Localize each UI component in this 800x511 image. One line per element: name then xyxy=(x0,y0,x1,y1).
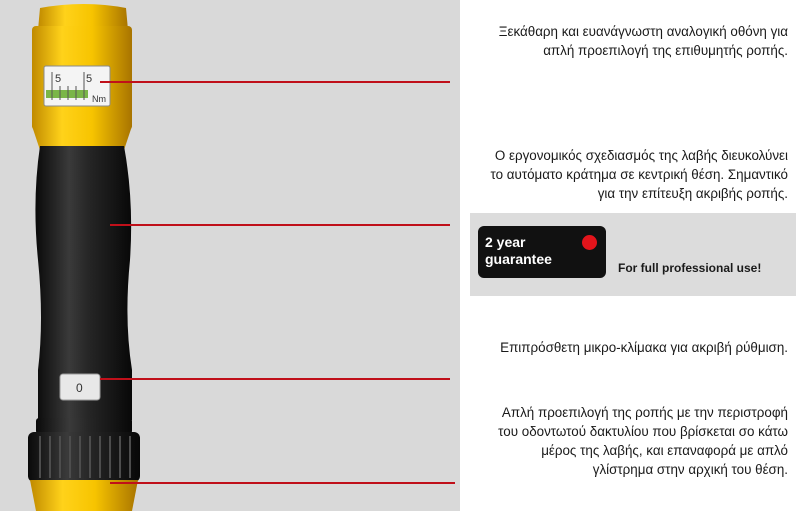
scale-unit: Nm xyxy=(92,94,106,104)
leader-line-grip xyxy=(110,224,450,226)
leader-line-display xyxy=(100,81,450,83)
scale-window xyxy=(44,66,110,106)
guarantee-badge xyxy=(478,226,606,278)
professional-use-text: For full professional use! xyxy=(618,261,762,275)
callout-grip: Ο εργονομικός σχεδιασμός της λαβής διευκολύνει το αυτόματο κράτημα σε κεντρική θέση. Σημαντικό για την επίτευξη ακριβής ροπής. xyxy=(490,148,788,201)
micro-scale-mark: 0 xyxy=(76,381,83,395)
guarantee-panel xyxy=(470,213,796,296)
callout-ring: Απλή προεπιλογή της ροπής με την περιστροφή του οδοντωτού δακτυλίου που βρίσκεται σο κάτω μέρος της λαβής, και επαναφορά με απλό γλίστρημα στην αρχική του θέση. xyxy=(498,405,788,477)
guarantee-text xyxy=(485,234,552,268)
guarantee-line-1: 2 year xyxy=(485,234,526,250)
micro-scale-window xyxy=(60,374,100,400)
red-dot-icon xyxy=(582,235,597,250)
scale-left-number: 5 xyxy=(55,73,62,85)
callout-display: Ξεκάθαρη και ευανάγνωστη αναλογική οθόνη για απλή προεπιλογή της επιθυμητής ροπής. xyxy=(498,24,788,58)
guarantee-line-2: guarantee xyxy=(485,251,552,267)
callout-microscale: Επιπρόσθετη μικρο-κλίμακα για ακριβή ρύθμιση. xyxy=(500,340,788,355)
scale-right-number: 5 xyxy=(86,73,93,85)
leader-line-ring xyxy=(110,482,455,484)
leader-line-microscale xyxy=(100,378,450,380)
